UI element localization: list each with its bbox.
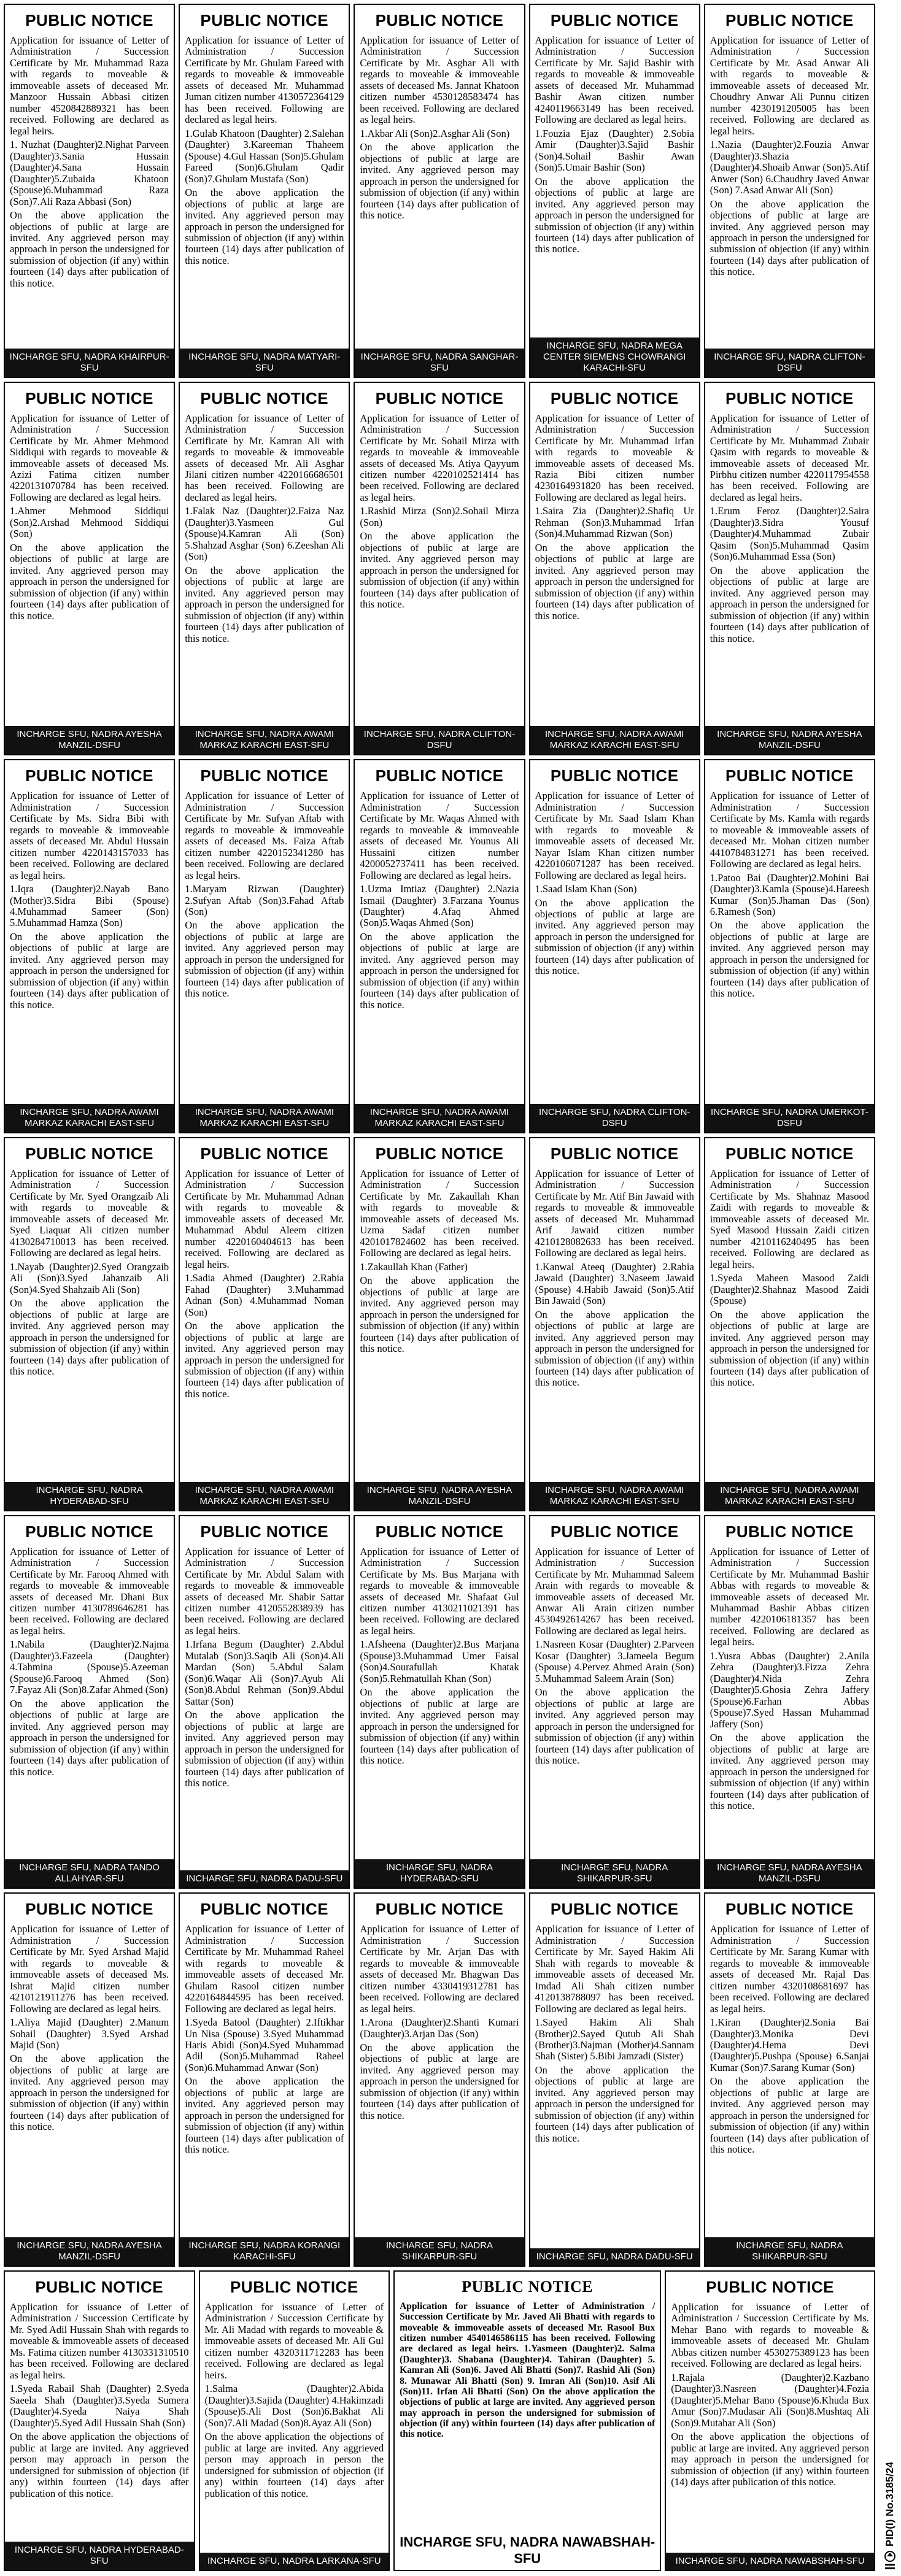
notice-footer: INCHARGE SFU, NADRA AWAMI MARKAZ KARACHI EAST-SFU [530, 726, 699, 754]
public-notice [179, 1515, 350, 1889]
notice-paragraph: Application for issuance of Letter of Administration / Succession Certificate by Mr. Ahmer Mehmood Siddiqui with regards to moveable & immoveable assets of deceased Ms. Azizi Fatima citizen number 4220131070784 has been received. Following are declared as legal heirs. [10, 412, 169, 503]
notice-title: PUBLIC NOTICE [230, 2278, 358, 2296]
notice-title: PUBLIC NOTICE [550, 1144, 679, 1163]
notice-footer: INCHARGE SFU, NADRA DADU-SFU [530, 2248, 699, 2266]
notice-footer: INCHARGE SFU, NADRA SHIKARPUR-SFU [705, 2237, 874, 2266]
notice-paragraph: On the above application the objections of public at large are invited. Any aggrieved person may approach in person the undersigned for submission of objection (if any) within fourteen (14) days after publication of this notice. [185, 1320, 344, 1400]
notice-paragraph: On the above application the objections of public at large are invited. Any aggrieved person may approach in person the undersigned for submission of objection (if any) within fourteen (14) days after publication of this notice. [185, 919, 344, 1000]
notice-paragraph: Application for issuance of Letter of Administration / Succession Certificate by Ms. Sidra Bibi with regards to moveable & immoveable assets of deceased Mr. Abdul Hussain citizen number 4220143157033 has been received. Following are declared as legal heirs. [10, 790, 169, 881]
notice-title: PUBLIC NOTICE [200, 388, 329, 407]
notice-footer: INCHARGE SFU, NADRA KHAIRPUR-SFU [5, 349, 174, 377]
notice-body [180, 1922, 349, 2237]
notice-title: PUBLIC NOTICE [200, 1900, 329, 1919]
notice-paragraph: 1.Kanwal Ateeq (Daughter) 2.Rabia Jawaid (Daughter) 3.Naseem Jawaid (Spouse) 4.Habib Jawaid (Son)5.Atif Bin Jawaid (Son) [535, 1260, 694, 1307]
public-notice [4, 2270, 195, 2571]
notice-paragraph: On the above application the objections of public at large are invited. Any aggrieved person may approach in person the undersigned for submission of objection (if any) within fourteen (14) days after publication of this notice. [535, 1308, 694, 1389]
notice-paragraph: On the above application the objections of public at large are invited. Any aggrieved person may approach in person the undersigned for submission of objection (if any) within fourteen (14) days after publication of this notice. [710, 198, 869, 278]
public-notice [4, 382, 175, 756]
notice-paragraph: On the above application the objections of public at large are invited. Any aggrieved person may approach in person the undersigned for submission of objection (if any) within fourteen (14) days after publication of this notice. [185, 2075, 344, 2156]
public-notice [179, 759, 350, 1133]
public-notice [179, 1892, 350, 2267]
notice-paragraph: 1.Afsheena (Daughter)2.Bus Marjana (Spouse)3.Muhammad Umer Faisal (Son)4.Sourafullah Khatak (Son)5.Rehmatullah Khan (Son) [360, 1638, 519, 1684]
notice-footer: INCHARGE SFU, NADRA AWAMI MARKAZ KARACHI EAST-SFU [180, 1104, 349, 1132]
notice-title: PUBLIC NOTICE [25, 388, 153, 407]
notice-footer: INCHARGE SFU, NADRA CLIFTON-DSFU [530, 1104, 699, 1132]
notice-footer: INCHARGE SFU, NADRA AWAMI MARKAZ KARACHI EAST-SFU [530, 1482, 699, 1510]
notice-paragraph: On the above application the objections of public at large are invited. Any aggrieved person may approach in person the undersigned for submission of objection (if any) within fourteen (14) days after publication of this notice. [535, 175, 694, 255]
notice-body [705, 412, 874, 727]
notice-footer: INCHARGE SFU, NADRA LARKANA-SFU [200, 2553, 389, 2570]
notice-footer: INCHARGE SFU, NADRA DADU-SFU [180, 1870, 349, 1888]
notice-title: PUBLIC NOTICE [375, 766, 504, 785]
notice-body [355, 1922, 524, 2237]
notice-body [5, 1922, 174, 2237]
notice-paragraph: Application for issuance of Letter of Administration / Succession Certificate by Mr. Ghulam Fareed with regards to moveable & immoveable assets of deceased Mr. Muhammad Juman citizen number 4130572364129 has been received. Following are declared as legal heirs. [185, 34, 344, 126]
notice-paragraph: Application for issuance of Letter of Administration / Succession Certificate by Mr. Syed Orangzaib Ali with regards to moveable & immoveable assets of deceased Mr. Syed Liaquat Ali citizen number 4130284710013 has been received. Following are declared as legal heirs. [10, 1168, 169, 1259]
notice-paragraph: On the above application the objections of public at large are invited. Any aggrieved person may approach in person the undersigned for submission of objection (if any) within fourteen (14) days after publication of this notice. [10, 541, 169, 622]
notice-paragraph: Application for issuance of Letter of Administration / Succession Certificate by Mr. Sohail Mirza with regards to moveable & immoveable assets of deceased Ms. Atiya Qayyum citizen number 4220102521414 has been received. Following are declared as legal heirs. [360, 412, 519, 503]
notice-paragraph: 1.Nabila (Daughter)2.Najma (Daughter)3.Fazeela (Daughter) 4.Tahmina (Spouse)5.Azeeman (Spouse)6.Farooq Ahmed (Son) 7.Fayaz Ali (Son)8.Zafar Ahmed (Son) [10, 1638, 169, 1696]
notice-paragraph: Application for issuance of Letter of Administration / Succession Certificate by Mr. Zakaullah Khan with regards to moveable & immoveable assets of deceased Ms. Uzma Sadaf citizen number 4201017824602 has been received. Following are declared as legal heirs. [360, 1168, 519, 1259]
notice-paragraph: 1.Syeda Maheen Masood Zaidi (Daughter)2.Shahnaz Masood Zaidi (Spouse) [710, 1272, 869, 1307]
notice-paragraph: Application for issuance of Letter of Administration / Succession Certificate by Mr. Arjan Das with regards to moveable & immoveable assets of deceased Mr. Bhagwan Das citizen number 4330419312781 has been received. Following are declared as legal heirs. [360, 1923, 519, 2015]
notice-body [355, 34, 524, 349]
notices-grid [4, 4, 875, 2267]
public-notice [529, 759, 700, 1133]
notice-footer: INCHARGE SFU, NADRA AWAMI MARKAZ KARACHI EAST-SFU [180, 726, 349, 754]
notice-paragraph: Application for issuance of Letter of Administration / Succession Certificate by Mr. Farooq Ahmed with regards to moveable & immoveable assets of deceased Mr. Dhani Bux citizen number 4130789646281 has been received. Following are declared as legal heirs. [10, 1545, 169, 1637]
notice-paragraph: Application for issuance of Letter of Administration / Succession Certificate by Mr. Saad Islam Khan with regards to moveable & immoveable assets of deceased Mr. Nayar Islam Khan citizen number 4220106071287 has been received. Following are declared as legal heirs. [535, 790, 694, 881]
notice-body [530, 1167, 699, 1482]
notice-paragraph: On the above application the objections of public at large are invited. Any aggrieved person may approach in person the undersigned for submission of objection (if any) within fourteen (14) days after publication of this notice. [360, 2042, 519, 2121]
notice-paragraph: On the above application the objections of public at large are invited. Any aggrieved person may approach in person the undersigned for submission of objection (if any) within fourteen (14) days after publication of this notice. [185, 1709, 344, 1789]
notice-footer: INCHARGE SFU, NADRA TANDO ALLAHYAR-SFU [5, 1859, 174, 1888]
notice-paragraph: On the above application the objections of public at large are invited. Any aggrieved person may approach in person the undersigned for submission of objection (if any) within fourteen (14) days after publication of this notice. [710, 2075, 869, 2156]
notice-paragraph: Application for issuance of Letter of Administration / Succession Certificate by Mr. Muhammad Raheel with regards to moveable & immoveable assets of deceased Mr. Ghulam Rasool citizen number 4220164844595 has been received. Following are declared as legal heirs. [185, 1923, 344, 2015]
notice-title: PUBLIC NOTICE [25, 1900, 153, 1919]
notice-paragraph: Application for issuance of Letter of Administration / Succession Certificate by Mr. Sarang Kumar with regards to moveable & immoveable assets of deceased Mr. Rajal Das citizen number 4320108681697 has been received. Following are declared as legal heirs. [710, 1923, 869, 2015]
notice-paragraph: On the above application the objections of public at large are invited. Any aggrieved person may approach in person the undersigned for submission of objection (if any) within fourteen (14) days after publication of this notice. [710, 1732, 869, 1811]
notice-title: PUBLIC NOTICE [550, 1900, 679, 1919]
public-notice [354, 382, 525, 756]
notice-paragraph: 1.Saad Islam Khan (Son) [535, 883, 637, 895]
notice-footer: INCHARGE SFU, NADRA MATYARI-SFU [180, 349, 349, 377]
notice-footer: INCHARGE SFU, NADRA AYESHA MANZIL-DSFU [5, 2237, 174, 2266]
notice-paragraph: Application for issuance of Letter of Administration / Succession Certificate by Ms. Kamla with regards to moveable & immoveable assets of deceased Mr. Mohan citizen number 4410784831271 has been received. Following are declared as legal heirs. [710, 790, 869, 870]
notice-title: PUBLIC NOTICE [375, 1900, 504, 1919]
notice-paragraph: Application for issuance of Letter of Administration / Succession Certificate by Ms. Bus Marjana with regards to moveable & immoveable assets of deceased Mr. Shafaat Gul citizen number 4130211021391 has been received. Following are declared as legal heirs. [360, 1545, 519, 1637]
notice-body [5, 789, 174, 1104]
notice-paragraph: On the above application the objections of public at large are invited. Any aggrieved person may approach in person the undersigned for submission of objection (if any) within fourteen (14) days after publication of this notice. [360, 1275, 519, 1355]
notice-body [530, 412, 699, 727]
notice-title: PUBLIC NOTICE [550, 1522, 679, 1541]
notice-title: PUBLIC NOTICE [200, 11, 329, 29]
notice-footer: INCHARGE SFU, NADRA NAWABSHAH-SFU [395, 2531, 660, 2570]
notice-paragraph: 1.Syeda Batool (Daughter) 2.Iftikhar Un Nisa (Spouse) 3.Syed Muhammad Haris Abidi (Son)4.Syed Muhammad Adil (Son)5.Muhammad Raheel (Son)6.Muhammad Anwar (Son) [185, 2016, 344, 2073]
notice-title: PUBLIC NOTICE [25, 1522, 153, 1541]
public-notice [199, 2270, 390, 2571]
public-notice [354, 4, 525, 378]
notice-title: PUBLIC NOTICE [200, 1522, 329, 1541]
notice-paragraph: Application for issuance of Letter of Administration / Succession Certificate by Mr. Syed Adil Hussain Shah with regards to moveable & immoveable assets of deceased Ms. Fatima citizen number 4130331310510 has been received. Following are declared as legal heirs. [10, 2301, 189, 2381]
notice-paragraph: On the above application the objections of public at large are invited. Any aggrieved person may approach in person the undersigned for submission of objection (if any) within fourteen (14) days after publication of this notice. [360, 530, 519, 611]
notice-body [530, 34, 699, 337]
notice-body [5, 1545, 174, 1860]
notice-paragraph: 1.Nayab (Daughter)2.Syed Orangzaib Ali (Son)3.Syed Jahanzaib Ali (Son)4.Syed Shahzaib Ali (Son) [10, 1260, 169, 1295]
notice-title: PUBLIC NOTICE [725, 1144, 854, 1163]
notice-body [5, 1167, 174, 1482]
notice-paragraph: On the above application the objections of public at large are invited. Any aggrieved person may approach in person the undersigned for submission of objection (if any) within fourteen (14) days after publication of this notice. [710, 564, 869, 644]
notice-body [355, 1167, 524, 1482]
notice-title: PUBLIC NOTICE [200, 766, 329, 785]
public-notice [529, 4, 700, 378]
notice-paragraph: On the above application the objections of public at large are invited. Any aggrieved person may approach in person the undersigned for submission of objection (if any) within fourteen (14) days after publication of this notice. [535, 897, 694, 977]
notice-paragraph: 1.Falak Naz (Daughter)2.Faiza Naz (Daughter)3.Yasmeen Gul (Spouse)4.Kamran Ali (Son) 5.Shahzad Asghar (Son) 6.Zeeshan Ali (Son) [185, 505, 344, 563]
public-notice [4, 1515, 175, 1889]
notice-paragraph: On the above application the objections of public at large are invited. Any aggrieved person may approach in person the undersigned for submission of objection (if any) within fourteen (14) days after publication of this notice. [10, 2053, 169, 2133]
notice-title: PUBLIC NOTICE [25, 1144, 153, 1163]
notice-paragraph: Application for issuance of Letter of Administration / Succession Certificate by Mr. Atif Bin Jawaid with regards to moveable & immoveable assets of deceased Mr. Muhammad Arif Jawaid citizen number 4210128082633 has been received. Following are declared as legal heirs. [535, 1168, 694, 1259]
public-notice [529, 1137, 700, 1511]
notice-footer: INCHARGE SFU, NADRA AYESHA MANZIL-DSFU [355, 1482, 524, 1510]
notice-footer: INCHARGE SFU, NADRA HYDERABAD-SFU [355, 1859, 524, 1888]
notice-paragraph: Application for issuance of Letter of Administration / Succession Certificate by Mr. Muhammad Saleem Arain with regards to moveable & immoveable assets of deceased Mr. Anwar Ali Arain citizen number 4530492614267 has been received. Following are declared as legal heirs. [535, 1545, 694, 1637]
public-notice [704, 1892, 875, 2267]
notice-paragraph: 1.Fouzia Ejaz (Daughter) 2.Sobia Amir (Daughter)3.Sajid Bashir (Son)4.Sohail Bashir Awan (Son)5.Umair Bashir (Son) [535, 127, 694, 174]
notice-paragraph: On the above application the objections of public at large are invited. Any aggrieved person may approach in person the undersigned for submission of objection (if any) within fourteen (14) days after publication of this notice. [710, 1308, 869, 1389]
notice-title: PUBLIC NOTICE [725, 388, 854, 407]
notice-paragraph: 1.Sadia Ahmed (Daughter) 2.Rabia Fahad (Daughter) 3.Muhammad Adnan (Son) 4.Muhammad Noman (Son) [185, 1272, 344, 1318]
notice-footer: INCHARGE SFU, NADRA AWAMI MARKAZ KARACHI EAST-SFU [705, 1482, 874, 1510]
notice-paragraph: 1.Uzma Imtiaz (Daughter) 2.Nazia Ismail (Daughter) 3.Farzana Younus (Daughter) 4.Afaq Ahmed (Son)5.Waqas Ahmed (Son) [360, 883, 519, 929]
notice-paragraph: Application for issuance of Letter of Administration / Succession Certificate by Mr. Asghar Ali with regards to moveable & immoveable assets of deceased Ms. Jannat Khatoon citizen number 4530128583474 has been received. Following are declared as legal heirs. [360, 34, 519, 126]
notice-body [666, 2300, 874, 2553]
notice-paragraph: On the above application the objections of public at large are invited. Any aggrieved person may approach in person the undersigned for submission of objection (if any) within fourteen (14) days after publication of this notice. [360, 930, 519, 1011]
notice-paragraph: Application for issuance of Letter of Administration / Succession Certificate by Mr. Muhammad Zubair Qasim with regards to moveable & immoveable assets of deceased Mr. Pirbhu citizen number 4220117954558 has been received. Following are declared as legal heirs. [710, 412, 869, 503]
notice-paragraph: Application for issuance of Letter of Administration / Succession Certificate by Mr. Kamran Ali with regards to moveable & immoveable assets of deceased Mr. Ali Asghar Jilani citizen number 4220166686501 has been received. Following are declared as legal heirs. [185, 412, 344, 503]
notice-paragraph: 1.Nasreen Kosar (Daughter) 2.Parveen Kosar (Daughter) 3.Jameela Begum (Spouse) 4.Pervez Ahmed Arain (Son) 5.Muhammad Saleem Arain (Son) [535, 1638, 694, 1684]
notice-body [530, 789, 699, 1104]
notice-paragraph: 1.Saira Zia (Daughter)2.Shafiq Ur Rehman (Son)3.Muhammad Irfan (Son)4.Muhammad Rizwan (Son) [535, 505, 694, 540]
notice-title: PUBLIC NOTICE [25, 11, 153, 29]
notice-paragraph: 1.Arona (Daughter)2.Shanti Kumari (Daughter)3.Arjan Das (Son) [360, 2016, 519, 2040]
notice-body [705, 1922, 874, 2237]
notice-paragraph: 1.Zakaullah Khan (Father) [360, 1260, 468, 1273]
notice-paragraph: 1.Rajala (Daughter)2.Kazbano (Daughter)3.Nasreen (Daughter)4.Fozia (Daughter)5.Mehar Bano (Spouse)6.Khuda Bux Amur (Son)7.Mudasar Ali (Son)8.Mushtaq Ali (Son)9.Mutahar Ali (Son) [671, 2371, 869, 2429]
notice-title: PUBLIC NOTICE [35, 2278, 164, 2296]
notice-paragraph: 1.Salma (Daughter)2.Abida (Daughter)3.Sajida (Daughter) 4.Hakimzadi (Spouse)5.Ali Dost (Son)6.Bakhat Ali (Son)7.Ali Madad (Son)8.Ayaz Ali (Son) [204, 2383, 384, 2429]
notice-paragraph: On the above application the objections of public at large are invited. Any aggrieved person may approach in person the undersigned for submission of objection (if any) within fourteen (14) days after publication of this notice. [360, 1686, 519, 1767]
notice-paragraph: Application for issuance of Letter of Administration / Succession Certificate by Mr. Sufyan Aftab with regards to moveable & immoveable assets of deceased Ms. Faiza Aftab citizen number 4220152341280 has been received. Following are declared as legal heirs. [185, 790, 344, 881]
public-notice [393, 2270, 661, 2571]
notice-title: PUBLIC NOTICE [375, 388, 504, 407]
notice-title: PUBLIC NOTICE [550, 388, 679, 407]
notice-title: PUBLIC NOTICE [725, 1900, 854, 1919]
notice-title: PUBLIC NOTICE [462, 2278, 594, 2296]
notice-body [530, 1922, 699, 2248]
notice-title: PUBLIC NOTICE [550, 11, 679, 29]
notice-footer: INCHARGE SFU, NADRA SANGHAR-SFU [355, 349, 524, 377]
notice-body [355, 1545, 524, 1860]
notice-paragraph: Application for issuance of Letter of Administration / Succession Certificate by Mr. Muhammad Bashir Abbas with regards to moveable & immoveable assets of deceased Mr. Muhammad Bashir Abbas citizen number 4220106181357 has been received. Following are declared as legal heirs. [710, 1545, 869, 1648]
notice-paragraph: Application for issuance of Letter of Administration / Succession Certificate by Mr. Syed Arshad Majid with regards to moveable & immoveable assets of deceased Ms. Ishrat Majid citizen number 4210121911276 has been received. Following are declared as legal heirs. [10, 1923, 169, 2015]
notice-paragraph: On the above application the objections of public at large are invited. Any aggrieved person may approach in person the undersigned for submission of objection (if any) within fourteen (14) days after publication of this notice. [10, 209, 169, 289]
notice-body [180, 1545, 349, 1871]
notice-paragraph: 1.Akbar Ali (Son)2.Asghar Ali (Son) [360, 127, 510, 139]
notice-footer: INCHARGE SFU, NADRA AWAMI MARKAZ KARACHI EAST-SFU [180, 1482, 349, 1510]
notice-body [5, 412, 174, 727]
notice-paragraph: 1.Maryam Rizwan (Daughter) 2.Sufyan Aftab (Son)3.Fahad Aftab (Son) [185, 883, 344, 918]
public-notice [665, 2270, 875, 2571]
public-notice [704, 759, 875, 1133]
public-notice [704, 382, 875, 756]
notice-footer: INCHARGE SFU, NADRA MEGA CENTER SIEMENS CHOWRANGI KARACHI-SFU [530, 337, 699, 377]
notice-footer: INCHARGE SFU, NADRA CLIFTON-DSFU [355, 726, 524, 754]
notice-title: PUBLIC NOTICE [375, 11, 504, 29]
public-notice [529, 382, 700, 756]
notice-paragraph: 1.Gulab Khatoon (Daughter) 2.Salehan (Daughter) 3.Kareeman Thaheem (Spouse) 4.Gul Hassan (Son)5.Ghulam Fareed (Son)6.Ghulam Qadir (Son)7.Ghulam Mustafa (Son) [185, 127, 344, 185]
public-notice [354, 1515, 525, 1889]
public-notice [4, 759, 175, 1133]
notice-body [5, 2300, 194, 2542]
notice-body [705, 1545, 874, 1860]
notice-footer: INCHARGE SFU, NADRA HYDERABAD-SFU [5, 2542, 194, 2570]
notice-paragraph: 1.Yusra Abbas (Daughter) 2.Anila Zehra (Daughter)3.Fizza Zehra (Daughter)4.Nida Zehra (Daughter)5.Ghosia Zehra Jaffery (Spouse)6.Farhan Abbas (Spouse)7.Syed Hassan Muhammad Jaffery (Son) [710, 1649, 869, 1730]
notice-body [355, 789, 524, 1104]
public-notice [4, 4, 175, 378]
notice-title: PUBLIC NOTICE [725, 1522, 854, 1541]
notice-paragraph: Application for issuance of Letter of Administration / Succession Certificate by Mr. Asad Anwar Ali with regards to moveable & immoveable assets of deceased Mr. Choudhry Anwar Ali Punnu citizen number 4230191205005 has been received. Following are declared as legal heirs. [710, 34, 869, 137]
notice-paragraph: 1.Syeda Rabail Shah (Daughter) 2.Syeda Saeela Shah (Daughter)3.Syeda Sumera (Daughter)4.Syeda Naiya Shah (Daughter)5.Syed Adil Hussain Shah (Son) [10, 2383, 189, 2429]
notice-title: PUBLIC NOTICE [725, 766, 854, 785]
notice-title: PUBLIC NOTICE [550, 766, 679, 785]
notice-body [180, 1167, 349, 1482]
notice-footer: INCHARGE SFU, NADRA AWAMI MARKAZ KARACHI EAST-SFU [5, 1104, 174, 1132]
notice-paragraph: Application for issuance of Letter of Administration / Succession Certificate by Mr. Muhammad Raza with regards to moveable & immoveable assets of deceased Mr. Manzoor Hussain Abbasi citizen number 4520842889321 has been received. Following are declared as legal heirs. [10, 34, 169, 137]
notice-body [200, 2300, 389, 2553]
notice-footer: INCHARGE SFU, NADRA AWAMI MARKAZ KARACHI EAST-SFU [355, 1104, 524, 1132]
notice-footer: INCHARGE SFU, NADRA AYESHA MANZIL-DSFU [705, 726, 874, 754]
public-notice [179, 1137, 350, 1511]
notice-paragraph: Application for issuance of Letter of Administration / Succession Certificate by Mr. Javed Ali Bhatti with regards to moveable & immoveable assets of deceased Mr. Rasool Bux citizen number 4540146586115 has been received. Following are declared as legal heirs. 1.Yasmeen (Daughter)2. Salma (Daughter)3. Shabana (Daughter)4. Tahiran (Daughter) 5. Kamran Ali (Son)6. Javed Ali Bhatti (Son)7. Rashid Ali (Son) 8. Munawar Ali Bhatti (Son) 9. Imran Ali (Son)10. Asif Ali (Son)11. Irfan Ali Bhatti (Son) On the above application the objections of public at large are invited. Any aggrieved person may approach in person the undersigned for submission of objection (if any) within fourteen (14) days after publication of this notice. [400, 2301, 655, 2440]
notice-paragraph: Application for issuance of Letter of Administration / Succession Certificate by Mr. Sayed Hakim Ali Shah with regards to moveable & immoveable assets of deceased Mr. Imdad Ali Shah citizen number 4120138788097 has been received. Following are declared as legal heirs. [535, 1923, 694, 2015]
notice-paragraph: 1.Irfana Begum (Daughter) 2.Abdul Mutalab (Son)3.Saqib Ali (Son)4.Ali Mardan (Son) 5.Abdul Salam (Son)6.Waqar Ali (Son)7.Ayub Ali (Son)8.Abdul Rehman (Son)9.Abdul Sattar (Son) [185, 1638, 344, 1707]
notice-title: PUBLIC NOTICE [200, 1144, 329, 1163]
notice-title: PUBLIC NOTICE [706, 2278, 834, 2296]
notice-paragraph: 1.Rashid Mirza (Son)2.Sohail Mirza (Son) [360, 505, 519, 528]
public-notice [4, 1892, 175, 2267]
notice-body [180, 34, 349, 349]
notice-paragraph: On the above application the objections of public at large are invited. Any aggrieved person may approach in person the undersigned for submission of objection (if any) within fourteen (14) days after publication of this notice. [360, 141, 519, 222]
notice-paragraph: On the above application the objections of public at large are invited. Any aggrieved person may approach in person the undersigned for submission of objection (if any) within fourteen (14) days after publication of this notice. [710, 919, 869, 1000]
notice-paragraph: 1.Aliya Majid (Daughter) 2.Manum Sohail (Daughter) 3.Syed Arshad Majid (Son) [10, 2016, 169, 2051]
notice-paragraph: On the above application the objections of public at large are invited. Any aggrieved person may approach in person the undersigned for submission of objection (if any) within fourteen (14) days after publication of this notice. [535, 1686, 694, 1767]
notice-body [395, 2300, 660, 2531]
public-notice [179, 382, 350, 756]
public-notice [529, 1515, 700, 1889]
public-notice [704, 4, 875, 378]
notice-body [180, 789, 349, 1104]
notice-paragraph: Application for issuance of Letter of Administration / Succession Certificate by Mr. Ali Madad with regards to moveable & immoveable assets of deceased Mr. Ali Gul citizen number 4320311712283 has been received. Following are declared as legal heirs. [204, 2301, 384, 2381]
government-logo-icon [883, 2550, 897, 2571]
publication-id-strip [881, 2350, 900, 2571]
notice-paragraph: On the above application the objections of public at large are invited. Any aggrieved person may approach in person the undersigned for submission of objection (if any) within fourteen (14) days after publication of this notice. [10, 1697, 169, 1778]
notice-body [355, 412, 524, 727]
public-notice [179, 4, 350, 378]
notice-paragraph: On the above application the objections of public at large are invited. Any aggrieved person may approach in person the undersigned for submission of objection (if any) within fourteen (14) days after publication of this notice. [10, 1297, 169, 1377]
public-notice [354, 759, 525, 1133]
public-notice [704, 1515, 875, 1889]
pid-code: PID(I) No.3185/24 [884, 2462, 895, 2547]
notice-paragraph: Application for issuance of Letter of Administration / Succession Certificate by Mr. Muhammad Irfan with regards to moveable & immoveable assets of deceased Ms. Razia Bibi citizen number 4230164931820 has been received. Following are declared as legal heirs. [535, 412, 694, 503]
notice-paragraph: Application for issuance of Letter of Administration / Succession Certificate by Ms. Mehar Bano with regards to moveable & immoveable assets of deceased Mr. Ghulam Abbas citizen number 4530275389123 has been received. Following are declared as legal heirs. [671, 2301, 869, 2370]
notice-paragraph: Application for issuance of Letter of Administration / Succession Certificate by Mr. Abdul Salam with regards to moveable & immoveable assets of deceased Mr. Shabir Sattar citizen number 4120552838939 has been received. Following are declared as legal heirs. [185, 1545, 344, 1637]
notice-paragraph: Application for issuance of Letter of Administration / Succession Certificate by Mr. Waqas Ahmed with regards to moveable & immoveable assets of deceased Mr. Younus Ali Hussaini citizen number 4200052737411 has been received. Following are declared as legal heirs. [360, 790, 519, 881]
notice-title: PUBLIC NOTICE [375, 1522, 504, 1541]
notice-paragraph: On the above application the objections of public at large are invited. Any aggrieved person may approach in person the undersigned for submission of objection (if any) within fourteen (14) days after publication of this notice. [204, 2431, 384, 2499]
notice-footer: INCHARGE SFU, NADRA SHIKARPUR-SFU [530, 1859, 699, 1888]
notice-title: PUBLIC NOTICE [375, 1144, 504, 1163]
notice-paragraph: On the above application the objections of public at large are invited. Any aggrieved person may approach in person the undersigned for submission of objection (if any) within fourteen (14) days after publication of this notice. [535, 541, 694, 622]
notice-paragraph: 1.Patoo Bai (Daughter)2.Mohini Bai (Daughter)3.Kamla (Spouse)4.Hareesh Kumar (Son)5.Jhaman Das (Son) 6.Ramesh (Son) [710, 871, 869, 918]
public-notice [354, 1892, 525, 2267]
notice-footer: INCHARGE SFU, NADRA AYESHA MANZIL-DSFU [5, 726, 174, 754]
notice-paragraph: 1.Ahmer Mehmood Siddiqui (Son)2.Arshad Mehmood Siddiqui (Son) [10, 505, 169, 540]
notices-last-row [4, 2270, 875, 2571]
notice-paragraph: On the above application the objections of public at large are invited. Any aggrieved person may approach in person the undersigned for submission of objection (if any) within fourteen (14) days after publication of this notice. [535, 2064, 694, 2144]
notice-paragraph: On the above application the objections of public at large are invited. Any aggrieved person may approach in person the undersigned for submission of objection (if any) within fourteen (14) days after publication of this notice. [185, 187, 344, 266]
notice-footer: INCHARGE SFU, NADRA AYESHA MANZIL-DSFU [705, 1859, 874, 1888]
notice-paragraph: Application for issuance of Letter of Administration / Succession Certificate by Mr. Muhammad Adnan with regards to moveable & immoveable assets of deceased Mr. Muhammad Abdul Aleem citizen number 4220160404613 has been received. Following are declared as legal heirs. [185, 1168, 344, 1270]
notice-footer: INCHARGE SFU, NADRA NAWABSHAH-SFU [666, 2553, 874, 2570]
notice-title: PUBLIC NOTICE [725, 11, 854, 29]
notice-footer: INCHARGE SFU, NADRA CLIFTON-DSFU [705, 349, 874, 377]
public-notice [529, 1892, 700, 2267]
notice-body [530, 1545, 699, 1860]
public-notice [704, 1137, 875, 1511]
notice-footer: INCHARGE SFU, NADRA KORANGI KARACHI-SFU [180, 2237, 349, 2266]
notice-paragraph: 1.Iqra (Daughter)2.Nayab Bano (Mother)3.Sidra Bibi (Spouse) 4.Muhammad Sameer (Son) 5.Muhammad Hamza (Son) [10, 883, 169, 929]
notice-footer: INCHARGE SFU, NADRA HYDERABAD-SFU [5, 1482, 174, 1510]
notice-body [705, 34, 874, 349]
notice-paragraph: Application for issuance of Letter of Administration / Succession Certificate by Ms. Shahnaz Masood Zaidi with regards to moveable & immoveable assets of deceased Mr. Syed Masood Hussain Zaidi citizen number 4210116240495 has been received. Following are declared as legal heirs. [710, 1168, 869, 1270]
notice-paragraph: 1. Nuzhat (Daughter)2.Nighat Parveen (Daughter)3.Sania Hussain (Daughter)4.Sana Hussain (Daughter)5.Zubaida Khatoon (Spouse)6.Muhammad Raza (Son)7.Ali Raza Abbasi (Son) [10, 139, 169, 207]
notice-footer: INCHARGE SFU, NADRA SHIKARPUR-SFU [355, 2237, 524, 2266]
notice-paragraph: Application for issuance of Letter of Administration / Succession Certificate by Mr. Sajid Bashir with regards to moveable & immoveable assets of deceased Mr. Muhammad Bashir Awan citizen number 4240119663149 has been received. Following are declared as legal heirs. [535, 34, 694, 126]
notice-paragraph: On the above application the objections of public at large are invited. Any aggrieved person may approach in person the undersigned for submission of objection (if any) within fourteen (14) days after publication of this notice. [10, 930, 169, 1011]
notice-footer: INCHARGE SFU, NADRA UMERKOT-DSFU [705, 1104, 874, 1132]
notice-paragraph: 1.Kiran (Daughter)2.Sonia Bai (Daughter)3.Monika Devi (Daughter)4.Hema Devi (Daughter)5.Pushpa (Spouse) 6.Sanjai Kumar (Son)7.Sarang Kumar (Son) [710, 2016, 869, 2073]
notice-paragraph: 1.Nazia (Daughter)2.Fouzia Anwar (Daughter)3.Shazia (Daughter)4.Shoaib Anwar (Son)5.Atif Anwer (Son) 6.Chaudhry Javed Anwar (Son) 7.Asad Anwar Ali (Son) [710, 139, 869, 196]
notice-body [705, 789, 874, 1104]
public-notice [4, 1137, 175, 1511]
notice-paragraph: 1.Sayed Hakim Ali Shah (Brother)2.Sayed Qutub Ali Shah (Brother)3.Najman (Mother)4.Sannam Shah (Sister) 5.Bibi Jamzadi (Sister) [535, 2016, 694, 2062]
notice-title: PUBLIC NOTICE [25, 766, 153, 785]
notice-paragraph: 1.Erum Feroz (Daughter)2.Saira (Daughter)3.Sidra Yousuf (Daughter)4.Muhammad Zubair Qasim (Son)5.Muhammad Qasim (Son)6.Muhammad Essa (Son) [710, 505, 869, 563]
notice-body [180, 412, 349, 727]
notice-body [5, 34, 174, 349]
notice-paragraph: On the above application the objections of public at large are invited. Any aggrieved person may approach in person the undersigned for submission of objection (if any) within fourteen (14) days after publication of this notice. [671, 2431, 869, 2488]
notice-paragraph: On the above application the objections of public at large are invited. Any aggrieved person may approach in person the undersigned for submission of objection (if any) within fourteen (14) days after publication of this notice. [10, 2431, 189, 2499]
notice-paragraph: On the above application the objections of public at large are invited. Any aggrieved person may approach in person the undersigned for submission of objection (if any) within fourteen (14) days after publication of this notice. [185, 564, 344, 644]
notice-body [705, 1167, 874, 1482]
public-notice [354, 1137, 525, 1511]
